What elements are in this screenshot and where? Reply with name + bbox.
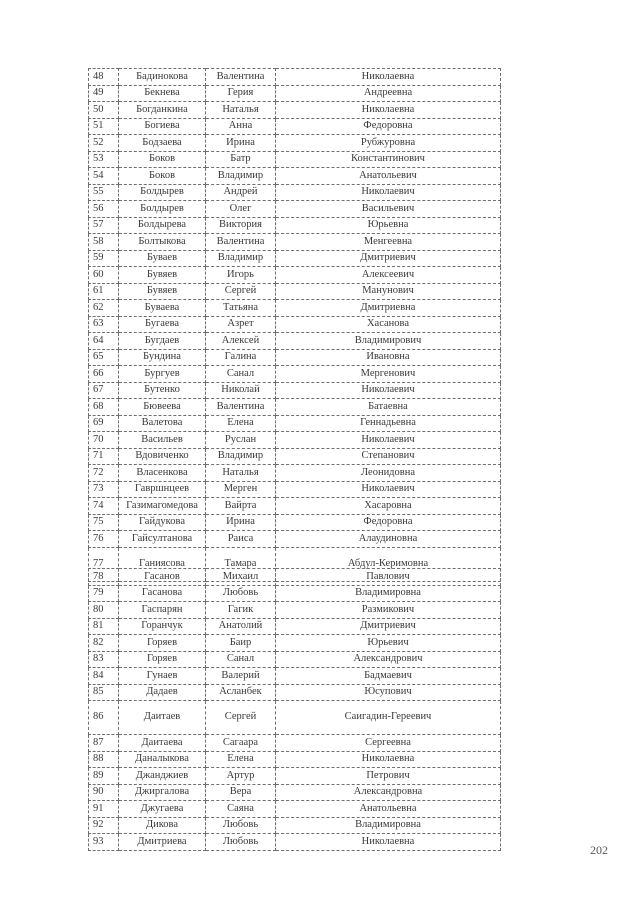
table-row [89,618,501,635]
last-name: Бадинокова [119,69,206,86]
patronymic: Размикович [276,602,501,619]
row-number: 64 [89,333,119,350]
table-row [89,448,501,465]
table-b [88,568,501,851]
last-name: Бувяев [119,283,206,300]
row-number: 88 [89,751,119,768]
last-name: Бювеева [119,399,206,416]
row-number: 81 [89,618,119,635]
last-name: Джугаева [119,801,206,818]
table-row [89,135,501,152]
patronymic: Александрович [276,651,501,668]
table-row [89,184,501,201]
table-row [89,217,501,234]
first-name: Ирина [206,135,276,152]
first-name: Елена [206,751,276,768]
last-name: Газимагомедова [119,498,206,515]
row-number: 63 [89,316,119,333]
first-name: Олег [206,201,276,218]
patronymic: Леонидовна [276,465,501,482]
first-name: Владимир [206,168,276,185]
patronymic: Николаевна [276,102,501,119]
table-row [89,118,501,135]
table-row [89,250,501,267]
row-number: 68 [89,399,119,416]
patronymic: Юрьевна [276,217,501,234]
row-number: 84 [89,668,119,685]
table-row [89,168,501,185]
last-name: Буваева [119,300,206,317]
patronymic: Федоровна [276,118,501,135]
row-number: 70 [89,432,119,449]
table-row [89,668,501,685]
last-name: Гунаев [119,668,206,685]
first-name: Николай [206,382,276,399]
table-row [89,333,501,350]
patronymic: Мергенович [276,366,501,383]
first-name: Герия [206,85,276,102]
row-number: 66 [89,366,119,383]
patronymic: Саигадин-Гереевич [276,701,501,735]
last-name: Джанджиев [119,768,206,785]
table-row [89,151,501,168]
row-number: 57 [89,217,119,234]
table-row [89,300,501,317]
patronymic: Менгеевна [276,234,501,251]
row-number: 93 [89,834,119,851]
row-number: 82 [89,635,119,652]
first-name: Любовь [206,834,276,851]
first-name: Валентина [206,399,276,416]
patronymic: Абдул-Керимовна [276,547,501,581]
first-name: Анатолий [206,618,276,635]
patronymic: Рубжуровна [276,135,501,152]
first-name: Валентина [206,69,276,86]
first-name: Владимир [206,250,276,267]
row-number: 89 [89,768,119,785]
first-name: Раиса [206,531,276,548]
table-row [89,465,501,482]
last-name: Даитаев [119,701,206,735]
row-number: 60 [89,267,119,284]
first-name: Мерген [206,481,276,498]
patronymic: Хасанова [276,316,501,333]
row-number: 75 [89,514,119,531]
first-name: Тамара [206,547,276,581]
last-name: Гасанов [119,569,206,586]
last-name: Джиргалова [119,784,206,801]
row-number: 58 [89,234,119,251]
patronymic: Дмитриевич [276,618,501,635]
row-number: 49 [89,85,119,102]
last-name: Гавршнцеев [119,481,206,498]
last-name: Горяев [119,651,206,668]
row-number: 92 [89,817,119,834]
row-number: 71 [89,448,119,465]
table-row [89,817,501,834]
first-name: Гагик [206,602,276,619]
patronymic: Николаевна [276,751,501,768]
table-row [89,85,501,102]
last-name: Бугдаев [119,333,206,350]
table-row [89,399,501,416]
last-name: Бугаева [119,316,206,333]
page-number: 202 [590,843,608,857]
first-name: Руслан [206,432,276,449]
last-name: Буваев [119,250,206,267]
last-name: Бургуев [119,366,206,383]
patronymic: Алаудиновна [276,531,501,548]
first-name: Любовь [206,585,276,602]
last-name: Ганиясова [119,547,206,581]
first-name: Игорь [206,267,276,284]
first-name: Елена [206,415,276,432]
first-name: Санал [206,366,276,383]
patronymic: Николаевна [276,834,501,851]
last-name: Даналыкова [119,751,206,768]
patronymic: Николаевич [276,184,501,201]
table-row [89,784,501,801]
patronymic: Федоровна [276,514,501,531]
table-row [89,585,501,602]
row-number: 62 [89,300,119,317]
last-name: Болтыкова [119,234,206,251]
row-number: 85 [89,684,119,701]
row-number: 61 [89,283,119,300]
last-name: Боков [119,168,206,185]
patronymic: Васильевич [276,201,501,218]
first-name: Любовь [206,817,276,834]
patronymic: Павлович [276,569,501,586]
first-name: Сергей [206,283,276,300]
row-number: 78 [89,569,119,586]
last-name: Бутенко [119,382,206,399]
first-name: Галина [206,349,276,366]
row-number: 69 [89,415,119,432]
last-name: Бекнева [119,85,206,102]
patronymic: Бадмаевич [276,668,501,685]
table-row [89,651,501,668]
patronymic: Юсупович [276,684,501,701]
row-number: 80 [89,602,119,619]
first-name: Виктория [206,217,276,234]
patronymic: Хасаровна [276,498,501,515]
first-name: Михаил [206,569,276,586]
first-name: Асланбек [206,684,276,701]
row-number: 91 [89,801,119,818]
row-number: 54 [89,168,119,185]
first-name: Сергей [206,701,276,735]
last-name: Гасанова [119,585,206,602]
patronymic: Николаевич [276,481,501,498]
last-name: Боков [119,151,206,168]
table-row [89,201,501,218]
table-row [89,382,501,399]
row-number: 86 [89,701,119,735]
row-number: 87 [89,735,119,752]
last-name: Болдырев [119,184,206,201]
first-name: Санал [206,651,276,668]
patronymic: Николаевна [276,69,501,86]
first-name: Андрей [206,184,276,201]
patronymic: Константинович [276,151,501,168]
last-name: Даитаева [119,735,206,752]
row-number: 48 [89,69,119,86]
row-number: 52 [89,135,119,152]
last-name: Бундина [119,349,206,366]
row-number: 90 [89,784,119,801]
patronymic: Александровна [276,784,501,801]
patronymic: Батаевна [276,399,501,416]
row-number: 59 [89,250,119,267]
last-name: Болдырев [119,201,206,218]
row-number: 74 [89,498,119,515]
row-number: 53 [89,151,119,168]
patronymic: Сергеевна [276,735,501,752]
table-row [89,635,501,652]
patronymic: Дмитриевна [276,300,501,317]
table-a [88,68,501,582]
row-number: 50 [89,102,119,119]
row-number: 79 [89,585,119,602]
last-name: Дмитриева [119,834,206,851]
table-row [89,569,501,586]
patronymic: Анатольевна [276,801,501,818]
first-name: Вайрта [206,498,276,515]
last-name: Гайдукова [119,514,206,531]
table-row [89,366,501,383]
first-name: Ирина [206,514,276,531]
patronymic: Ивановна [276,349,501,366]
row-number: 73 [89,481,119,498]
first-name: Артур [206,768,276,785]
table-row [89,481,501,498]
table-row [89,234,501,251]
last-name: Болдырева [119,217,206,234]
first-name: Вера [206,784,276,801]
last-name: Гаспарян [119,602,206,619]
patronymic: Анатольевич [276,168,501,185]
first-name: Наталья [206,465,276,482]
last-name: Дикова [119,817,206,834]
table-row [89,102,501,119]
patronymic: Николаевич [276,382,501,399]
first-name: Азрет [206,316,276,333]
patronymic: Юрьевич [276,635,501,652]
patronymic: Владимирович [276,333,501,350]
table-row [89,751,501,768]
row-number: 67 [89,382,119,399]
last-name: Валетова [119,415,206,432]
first-name: Алексей [206,333,276,350]
patronymic: Владимировна [276,817,501,834]
last-name: Гайсултанова [119,531,206,548]
table-row [89,801,501,818]
row-number: 72 [89,465,119,482]
last-name: Горанчук [119,618,206,635]
first-name: Валерий [206,668,276,685]
first-name: Батр [206,151,276,168]
table-row [89,283,501,300]
patronymic: Петрович [276,768,501,785]
first-name: Татьяна [206,300,276,317]
table-row [89,316,501,333]
table-row [89,834,501,851]
first-name: Саяна [206,801,276,818]
table-row [89,349,501,366]
table-row [89,768,501,785]
row-number: 56 [89,201,119,218]
table-row [89,684,501,701]
first-name: Анна [206,118,276,135]
last-name: Васильев [119,432,206,449]
patronymic: Николаевич [276,432,501,449]
table-row [89,531,501,548]
row-number: 55 [89,184,119,201]
patronymic: Геннадьевна [276,415,501,432]
table-row [89,701,501,735]
row-number: 77 [89,547,119,581]
last-name: Бодзаева [119,135,206,152]
patronymic: Степанович [276,448,501,465]
first-name: Валентина [206,234,276,251]
last-name: Богданкина [119,102,206,119]
first-name: Баир [206,635,276,652]
table-row [89,735,501,752]
last-name: Бувяев [119,267,206,284]
row-number: 83 [89,651,119,668]
last-name: Богиева [119,118,206,135]
first-name: Сагаара [206,735,276,752]
first-name: Наталья [206,102,276,119]
patronymic: Манунович [276,283,501,300]
table-row [89,267,501,284]
row-number: 51 [89,118,119,135]
table-row [89,69,501,86]
last-name: Дадаев [119,684,206,701]
table-row [89,514,501,531]
patronymic: Андреевна [276,85,501,102]
row-number: 76 [89,531,119,548]
first-name: Владимир [206,448,276,465]
table-row [89,498,501,515]
table-row [89,602,501,619]
patronymic: Алексеевич [276,267,501,284]
patronymic: Дмитриевич [276,250,501,267]
last-name: Вдовиченко [119,448,206,465]
table-row [89,432,501,449]
patronymic: Владимировна [276,585,501,602]
last-name: Власенкова [119,465,206,482]
row-number: 65 [89,349,119,366]
table-row [89,415,501,432]
last-name: Горяев [119,635,206,652]
